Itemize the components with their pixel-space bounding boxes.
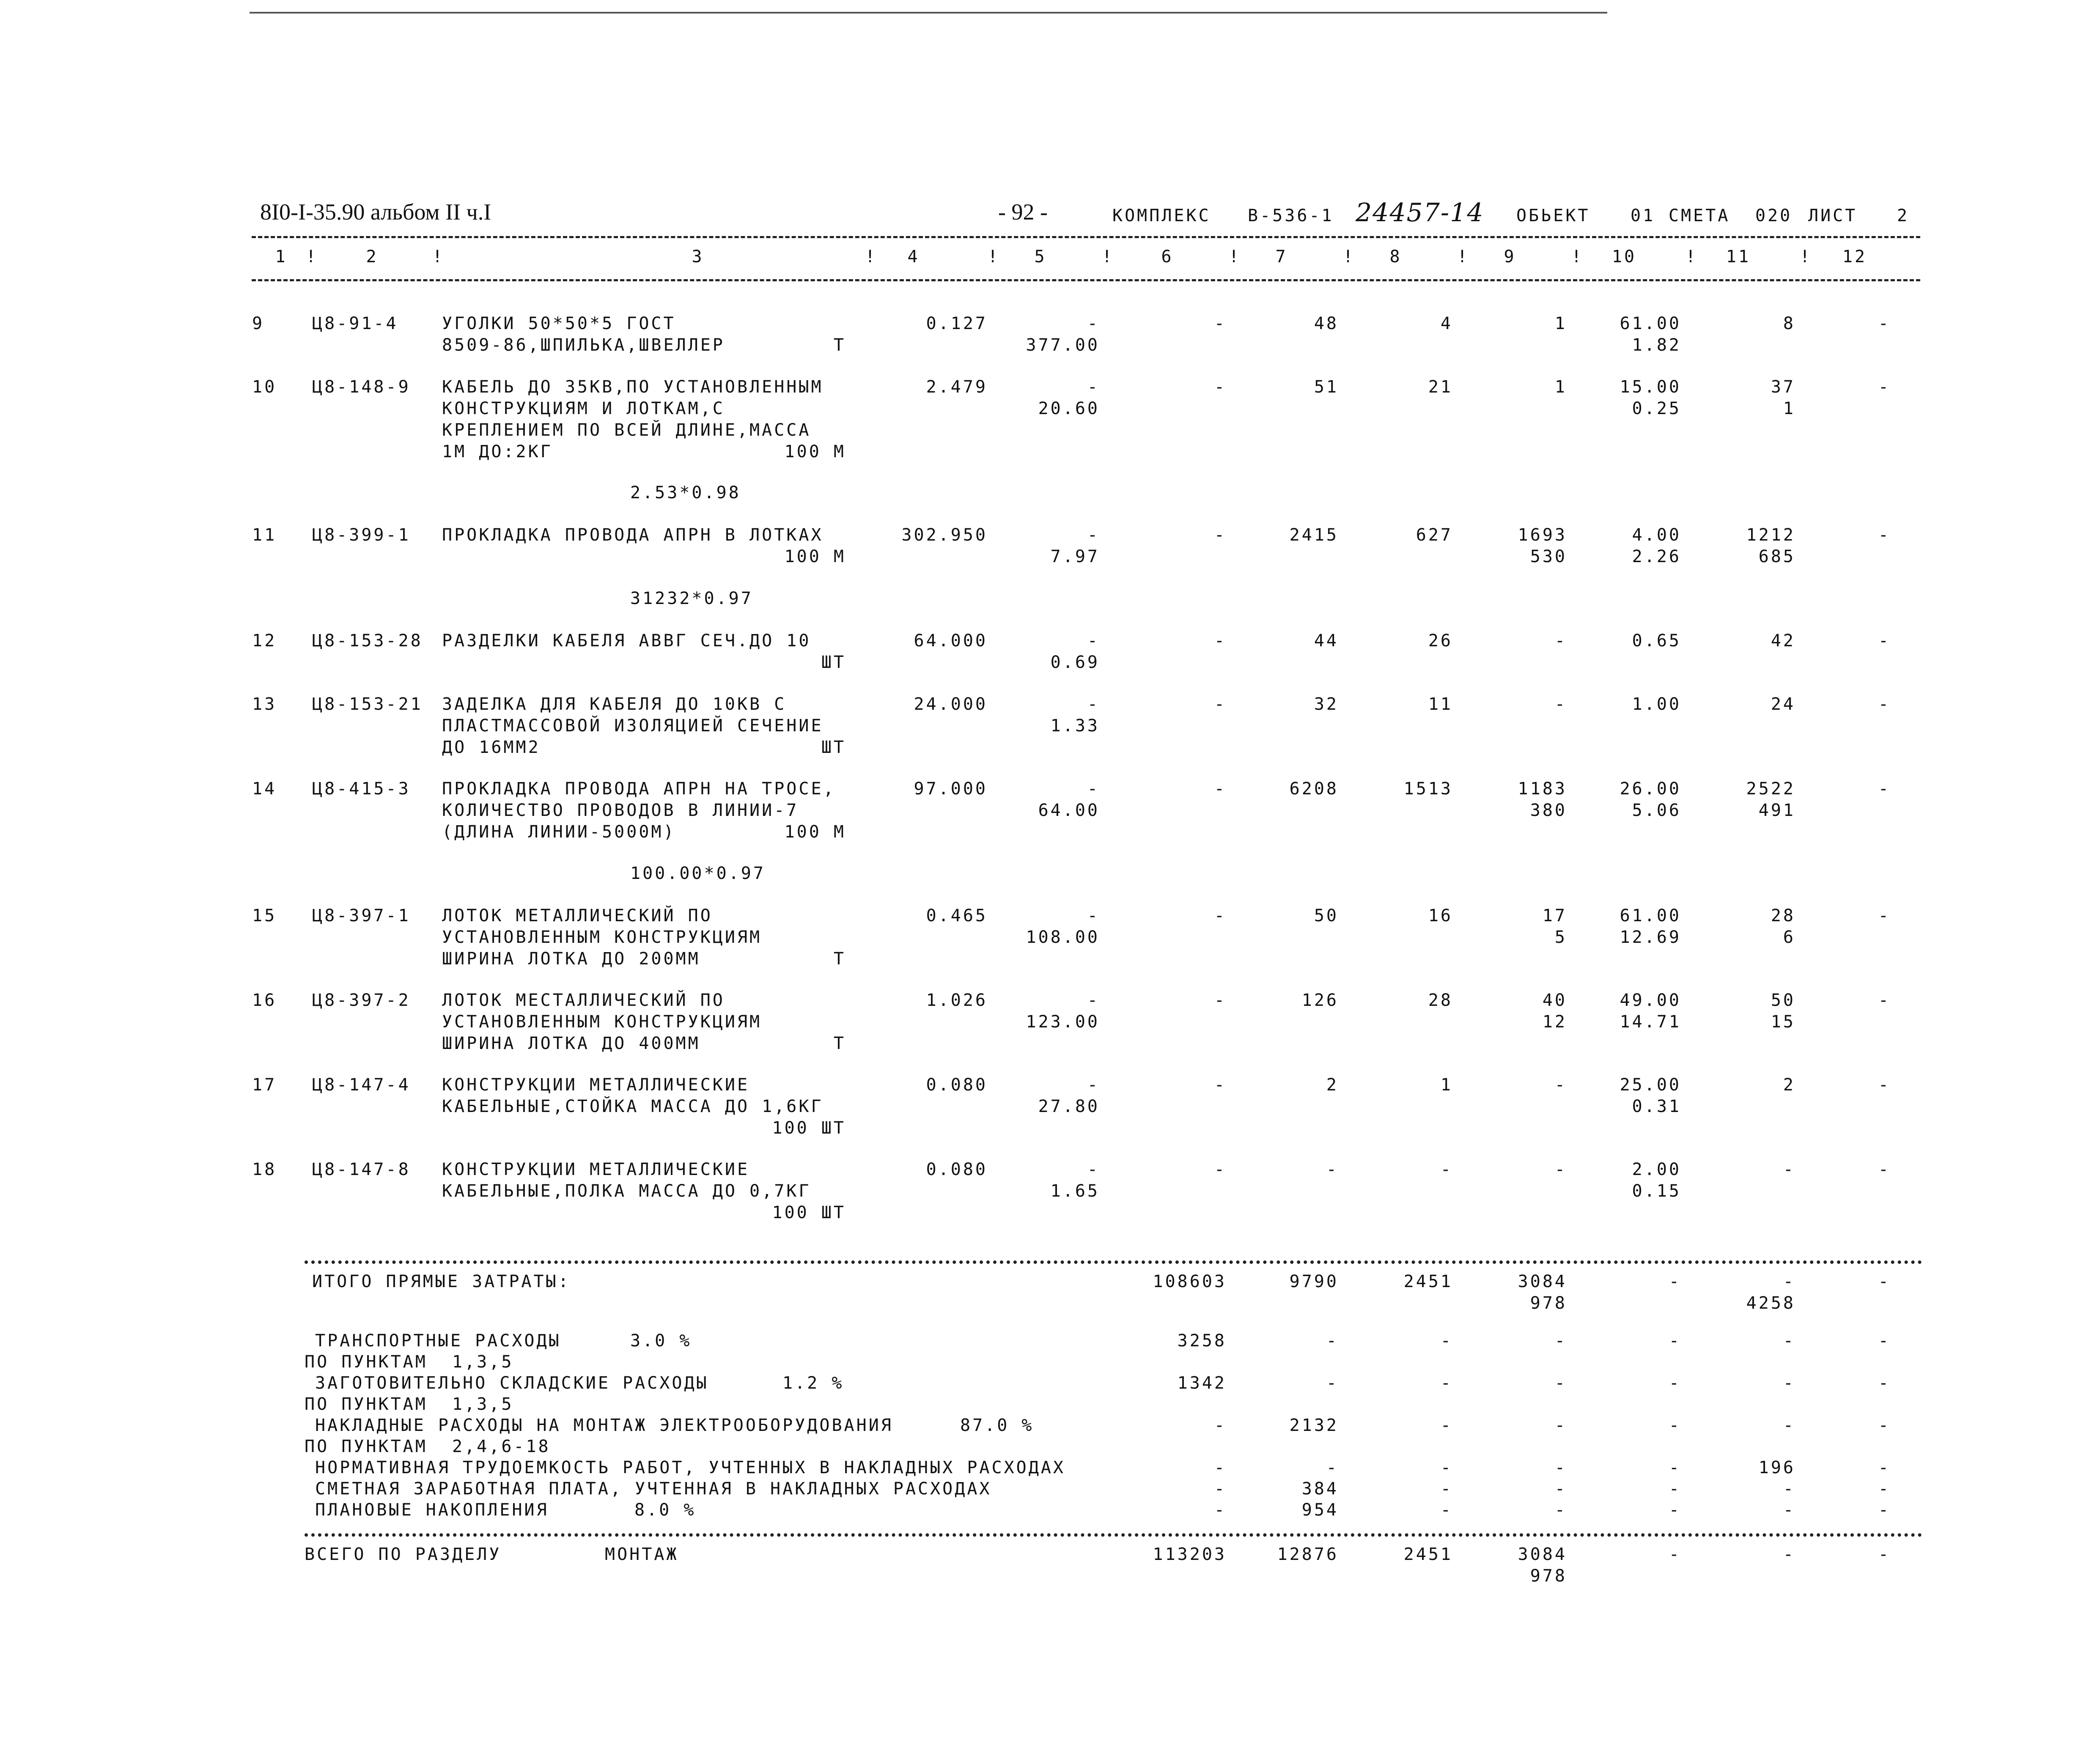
row-col12: - [1878,631,1891,651]
total-c10: - [1669,1479,1681,1499]
row-code: Ц8-399-1 [312,525,411,545]
storage-items: ПО ПУНКТАМ 1,3,5 [305,1395,514,1414]
row-col12: - [1878,314,1891,333]
row-col7: 44 [1314,631,1339,651]
column-header-12: 12 [1842,247,1867,266]
row-col9-sub: 530 [1530,547,1567,566]
overhead-col7: 2132 [1289,1416,1339,1435]
total-c6: - [1214,1500,1227,1520]
row-description: КАБЕЛЬНЫЕ,СТОЙКА МАССА ДО 1,6КГ [442,1097,824,1116]
row-description: КОНСТРУКЦИЯМ И ЛОТКАМ,С [442,399,725,418]
row-col11-sub: 491 [1758,801,1795,820]
total-c6: 108603 [1153,1272,1227,1291]
transport-c8: - [1440,1331,1453,1351]
row-col5-price: 20.60 [1038,399,1100,418]
storage-rate: 1.2 % [782,1373,844,1393]
total-c12: - [1878,1545,1891,1564]
total-c7: 384 [1301,1479,1339,1499]
row-number: 12 [252,631,277,651]
total-c9: - [1554,1458,1567,1477]
sheet-value: 2 [1897,206,1910,225]
column-separator: ! [1102,247,1115,266]
row-col10: 61.00 [1620,906,1681,925]
row-col9-sub: 380 [1530,801,1567,820]
row-col6: - [1214,1160,1227,1179]
row-description: ПРОКЛАДКА ПРОВОДА АПРН НА ТРОСЕ, [442,779,836,799]
row-description: 1М ДО:2КГ [442,442,553,461]
section-total-separator [305,1533,1922,1537]
row-code: Ц8-147-8 [312,1160,411,1179]
row-col5-top: - [1087,631,1100,651]
row-col12: - [1878,1075,1891,1095]
totals-separator [305,1260,1922,1264]
row-col11-sub: 1 [1783,399,1795,418]
row-col6: - [1214,525,1227,545]
total-c12: - [1878,1458,1891,1477]
row-number: 10 [252,377,277,397]
transport-c12: - [1878,1331,1891,1351]
row-col5-top: - [1087,695,1100,714]
row-col10: 1.00 [1632,695,1681,714]
row-description: УСТАНОВЛЕННЫМ КОНСТРУКЦИЯМ [442,928,762,947]
row-formula-note: 2.53*0.98 [630,483,741,502]
row-col9: 1 [1554,377,1567,397]
row-col9-sub: 5 [1554,928,1567,947]
total-c11: - [1783,1479,1795,1499]
row-description: УСТАНОВЛЕННЫМ КОНСТРУКЦИЯМ [442,1012,762,1032]
column-header-2: 2 [366,247,379,266]
row-formula-note: 31232*0.97 [630,589,753,608]
row-col5-top: - [1087,1075,1100,1095]
row-col8: 28 [1428,991,1453,1010]
transport-c9: - [1554,1331,1567,1351]
total-c8: - [1440,1458,1453,1477]
total-c7: - [1326,1458,1339,1477]
row-formula-note: 100.00*0.97 [630,864,766,883]
row-col5-top: - [1087,314,1100,333]
row-col10: 0.65 [1632,631,1681,651]
labor-norm-label: НОРМАТИВНАЯ ТРУДОЕМКОСТЬ РАБОТ, УЧТЕННЫХ В НАКЛАДНЫХ РАСХОДАХ [315,1458,1066,1477]
row-col7: 50 [1314,906,1339,925]
total-c9: 3084 [1518,1545,1567,1564]
row-col11: 24 [1771,695,1795,714]
column-separator: ! [1457,247,1470,266]
row-col7: - [1326,1160,1339,1179]
row-col6: - [1214,991,1227,1010]
overhead-c9: - [1554,1416,1567,1435]
row-col9: - [1554,631,1567,651]
row-col12: - [1878,525,1891,545]
total-c7: 9790 [1289,1272,1339,1291]
page-number: - 92 - [998,199,1048,225]
row-unit: 100 М [784,547,846,566]
row-quantity: 64.000 [914,631,988,651]
row-description: УГОЛКИ 50*50*5 ГОСТ [442,314,676,333]
overhead-costs-label: НАКЛАДНЫЕ РАСХОДЫ НА МОНТАЖ ЭЛЕКТРООБОРУДОВАНИЯ [315,1416,893,1435]
row-quantity: 0.127 [926,314,988,333]
storage-c12: - [1878,1373,1891,1393]
row-code: Ц8-397-1 [312,906,411,925]
row-col11: 50 [1771,991,1795,1010]
total-c11: - [1783,1545,1795,1564]
row-col5-price: 0.69 [1050,653,1100,672]
row-code: Ц8-153-28 [312,631,423,651]
row-quantity: 1.026 [926,991,988,1010]
row-col5-price: 64.00 [1038,801,1100,820]
row-col5-price: 7.97 [1050,547,1100,566]
row-description: РАЗДЕЛКИ КАБЕЛЯ АВВГ СЕЧ.ДО 10 [442,631,811,651]
storage-costs-label: ЗАГОТОВИТЕЛЬНО СКЛАДСКИЕ РАСХОДЫ [315,1373,709,1393]
row-quantity: 24.000 [914,695,988,714]
row-col10: 49.00 [1620,991,1681,1010]
row-unit: Т [833,949,846,969]
row-col5-top: - [1087,779,1100,799]
row-col10: 61.00 [1620,314,1681,333]
total-c8: - [1440,1500,1453,1520]
complex-code: В-536-1 [1248,206,1334,225]
estimate-value: 020 [1755,206,1793,225]
column-separator: ! [432,247,445,266]
overhead-c12: - [1878,1416,1891,1435]
total-c11: - [1783,1272,1795,1291]
storage-c8: - [1440,1373,1453,1393]
total-c8: - [1440,1479,1453,1499]
total-c6: - [1214,1458,1227,1477]
row-description: ЛОТОК МЕТАЛЛИЧЕСКИЙ ПО [442,906,713,925]
row-col7: 51 [1314,377,1339,397]
row-col7: 48 [1314,314,1339,333]
row-col8: 4 [1440,314,1453,333]
row-col11-sub: 685 [1758,547,1795,566]
row-col11: 42 [1771,631,1795,651]
header-rule-top [252,236,1920,238]
column-separator: ! [1685,247,1698,266]
row-col7: 2 [1326,1075,1339,1095]
row-col10: 25.00 [1620,1075,1681,1095]
column-separator: ! [1800,247,1812,266]
overhead-c11: - [1783,1416,1795,1435]
total-c6: 113203 [1153,1545,1227,1564]
row-col5-price: 27.80 [1038,1097,1100,1116]
header-rule-bottom [252,279,1920,281]
column-header-7: 7 [1275,247,1288,266]
total-c10: - [1669,1500,1681,1520]
row-col10: 15.00 [1620,377,1681,397]
row-quantity: 302.950 [901,525,988,545]
row-col7: 6208 [1289,779,1339,799]
row-col10-sub: 1.82 [1632,335,1681,355]
row-code: Ц8-91-4 [312,314,398,333]
row-col11-sub: 15 [1771,1012,1795,1032]
row-number: 17 [252,1075,277,1095]
row-code: Ц8-147-4 [312,1075,411,1095]
row-col10-sub: 2.26 [1632,547,1681,566]
row-col11-sub: 6 [1783,928,1795,947]
row-code: Ц8-153-21 [312,695,423,714]
row-description: ПЛАСТМАССОВОЙ ИЗОЛЯЦИЕЙ СЕЧЕНИЕ [442,716,824,736]
total-c9-sub: 978 [1530,1293,1567,1313]
column-header-1: 1 [275,247,288,266]
total-c12: - [1878,1272,1891,1291]
row-number: 9 [252,314,265,333]
row-unit: 100 М [784,442,846,461]
object-label: ОБЬЕКТ [1516,206,1590,225]
row-description: КОЛИЧЕСТВО ПРОВОДОВ В ЛИНИИ-7 [442,801,799,820]
transport-c11: - [1783,1331,1795,1351]
estimate-label: СМЕТА [1669,206,1730,225]
total-c11: 196 [1758,1458,1795,1477]
section-total-label: ВСЕГО ПО РАЗДЕЛУ [305,1545,502,1564]
column-separator: ! [865,247,878,266]
column-header-3: 3 [692,247,704,266]
row-col10: 4.00 [1632,525,1681,545]
planned-rate: 8.0 % [634,1500,696,1520]
total-c12: - [1878,1500,1891,1520]
row-col6: - [1214,695,1227,714]
row-col5-top: - [1087,1160,1100,1179]
row-col12: - [1878,906,1891,925]
row-code: Ц8-397-2 [312,991,411,1010]
row-unit: ШТ [821,738,846,757]
column-header-10: 10 [1611,247,1637,266]
row-description: (ДЛИНА ЛИНИИ-5000М) [442,822,676,842]
row-col12: - [1878,779,1891,799]
row-unit: 100 ШТ [772,1118,846,1138]
row-col8: 1513 [1403,779,1453,799]
transport-rate: 3.0 % [630,1331,692,1351]
total-c10: - [1669,1458,1681,1477]
row-col9: - [1554,1160,1567,1179]
row-description: ШИРИНА ЛОТКА ДО 400ММ [442,1034,700,1053]
row-col8: 11 [1428,695,1453,714]
row-quantity: 0.080 [926,1160,988,1179]
row-col7: 2415 [1289,525,1339,545]
row-col9: - [1554,1075,1567,1095]
row-description: ЗАДЕЛКА ДЛЯ КАБЕЛЯ ДО 10КВ С [442,695,787,714]
document-code: 8I0-I-35.90 альбом II ч.I [260,199,491,225]
scan-top-line [250,12,1607,14]
row-col7: 32 [1314,695,1339,714]
row-unit: Т [833,335,846,355]
total-c12: - [1878,1479,1891,1499]
row-col9: 40 [1542,991,1567,1010]
row-unit: 100 М [784,822,846,842]
row-number: 14 [252,779,277,799]
storage-c10: - [1669,1373,1681,1393]
row-col6: - [1214,631,1227,651]
sheet-label: ЛИСТ [1808,206,1858,225]
row-col10-sub: 12.69 [1620,928,1681,947]
row-col6: - [1214,1075,1227,1095]
row-col9: - [1554,695,1567,714]
storage-col6: 1342 [1177,1373,1227,1393]
row-quantity: 0.465 [926,906,988,925]
row-col9-sub: 12 [1542,1012,1567,1032]
transport-costs-label: ТРАНСПОРТНЫЕ РАСХОДЫ [315,1331,561,1351]
row-col5-price: 108.00 [1026,928,1100,947]
row-description: КРЕПЛЕНИЕМ ПО ВСЕЙ ДЛИНЕ,МАССА [442,420,811,440]
row-description: ДО 16ММ2 [442,738,541,757]
row-col9: 1 [1554,314,1567,333]
overhead-c10: - [1669,1416,1681,1435]
overhead-col6: - [1214,1416,1227,1435]
row-code: Ц8-148-9 [312,377,411,397]
row-col5-price: 123.00 [1026,1012,1100,1032]
total-c9-sub: 978 [1530,1566,1567,1586]
total-c7: 12876 [1277,1545,1339,1564]
row-col8: 1 [1440,1075,1453,1095]
transport-c7: - [1326,1331,1339,1351]
transport-items: ПО ПУНКТАМ 1,3,5 [305,1352,514,1372]
total-c7: 954 [1301,1500,1339,1520]
row-description: 8509-86,ШПИЛЬКА,ШВЕЛЛЕР [442,335,725,355]
row-code: Ц8-415-3 [312,779,411,799]
row-col5-top: - [1087,525,1100,545]
storage-c11: - [1783,1373,1795,1393]
row-col9: 1183 [1518,779,1567,799]
row-col11: - [1783,1160,1795,1179]
row-number: 11 [252,525,277,545]
column-header-8: 8 [1389,247,1402,266]
row-unit: 100 ШТ [772,1203,846,1222]
row-description: ШИРИНА ЛОТКА ДО 200ММ [442,949,700,969]
row-col12: - [1878,1160,1891,1179]
row-col6: - [1214,377,1227,397]
row-col6: - [1214,779,1227,799]
row-unit: Т [833,1034,846,1053]
storage-c7: - [1326,1373,1339,1393]
row-col12: - [1878,991,1891,1010]
total-c9: - [1554,1500,1567,1520]
direct-costs-label: ИТОГО ПРЯМЫЕ ЗАТРАТЫ: [312,1272,571,1291]
column-separator: ! [1343,247,1356,266]
row-col8: 26 [1428,631,1453,651]
column-header-5: 5 [1034,247,1047,266]
complex-label: КОМПЛЕКС [1112,206,1211,225]
total-c9: - [1554,1479,1567,1499]
row-description: КОНСТРУКЦИИ МЕТАЛЛИЧЕСКИЕ [442,1160,750,1179]
row-col11: 1212 [1746,525,1795,545]
row-number: 13 [252,695,277,714]
total-c6: - [1214,1479,1227,1499]
row-col5-top: - [1087,906,1100,925]
row-col11: 2 [1783,1075,1795,1095]
row-description: КОНСТРУКЦИИ МЕТАЛЛИЧЕСКИЕ [442,1075,750,1095]
section-name: МОНТАЖ [605,1545,679,1564]
row-col9: 17 [1542,906,1567,925]
row-col10-sub: 14.71 [1620,1012,1681,1032]
row-col5-price: 377.00 [1026,335,1100,355]
row-description: КАБЕЛЬНЫЕ,ПОЛКА МАССА ДО 0,7КГ [442,1181,811,1201]
column-header-4: 4 [907,247,920,266]
total-c10: - [1669,1545,1681,1564]
total-c9: 3084 [1518,1272,1567,1291]
row-col10: 2.00 [1632,1160,1681,1179]
row-col6: - [1214,314,1227,333]
row-col11: 2522 [1746,779,1795,799]
overhead-items: ПО ПУНКТАМ 2,4,6-18 [305,1437,551,1456]
row-col6: - [1214,906,1227,925]
row-description: ЛОТОК МЕСТАЛЛИЧЕСКИЙ ПО [442,991,725,1010]
row-col8: - [1440,1160,1453,1179]
row-col10: 26.00 [1620,779,1681,799]
column-header-11: 11 [1726,247,1751,266]
row-quantity: 2.479 [926,377,988,397]
row-col12: - [1878,695,1891,714]
row-col10-sub: 0.15 [1632,1181,1681,1201]
row-quantity: 97.000 [914,779,988,799]
row-col5-top: - [1087,377,1100,397]
row-col9: 1693 [1518,525,1567,545]
row-unit: ШТ [821,653,846,672]
row-number: 15 [252,906,277,925]
row-description: КАБЕЛЬ ДО 35КВ,ПО УСТАНОВЛЕННЫМ [442,377,824,397]
planned-savings-label: ПЛАНОВЫЕ НАКОПЛЕНИЯ [315,1500,549,1520]
row-col11: 8 [1783,314,1795,333]
row-number: 16 [252,991,277,1010]
row-col10-sub: 0.31 [1632,1097,1681,1116]
row-col10-sub: 0.25 [1632,399,1681,418]
transport-c10: - [1669,1331,1681,1351]
column-separator: ! [306,247,318,266]
row-col7: 126 [1301,991,1339,1010]
row-col8: 627 [1416,525,1453,545]
handwritten-code: 24457-14 [1356,198,1484,228]
total-c8: 2451 [1403,1272,1453,1291]
storage-c9: - [1554,1373,1567,1393]
total-c11: - [1783,1500,1795,1520]
column-separator: ! [1229,247,1241,266]
wages-label: СМЕТНАЯ ЗАРАБОТНАЯ ПЛАТА, УЧТЕННАЯ В НАКЛАДНЫХ РАСХОДАХ [315,1479,992,1499]
total-c10: - [1669,1272,1681,1291]
row-number: 18 [252,1160,277,1179]
row-col5-price: 1.65 [1050,1181,1100,1201]
row-col8: 21 [1428,377,1453,397]
row-col11: 37 [1771,377,1795,397]
row-col10-sub: 5.06 [1632,801,1681,820]
row-description: ПРОКЛАДКА ПРОВОДА АПРН В ЛОТКАХ [442,525,824,545]
column-separator: ! [988,247,1000,266]
total-c11-sub: 4258 [1746,1293,1795,1313]
row-col12: - [1878,377,1891,397]
row-col5-price: 1.33 [1050,716,1100,736]
transport-col6: 3258 [1177,1331,1227,1351]
row-col11: 28 [1771,906,1795,925]
total-c8: 2451 [1403,1545,1453,1564]
overhead-rate: 87.0 % [960,1416,1034,1435]
row-col8: 16 [1428,906,1453,925]
row-quantity: 0.080 [926,1075,988,1095]
column-header-6: 6 [1161,247,1174,266]
object-value: 01 [1631,206,1655,225]
overhead-c8: - [1440,1416,1453,1435]
column-header-9: 9 [1504,247,1516,266]
column-separator: ! [1571,247,1584,266]
row-col5-top: - [1087,991,1100,1010]
